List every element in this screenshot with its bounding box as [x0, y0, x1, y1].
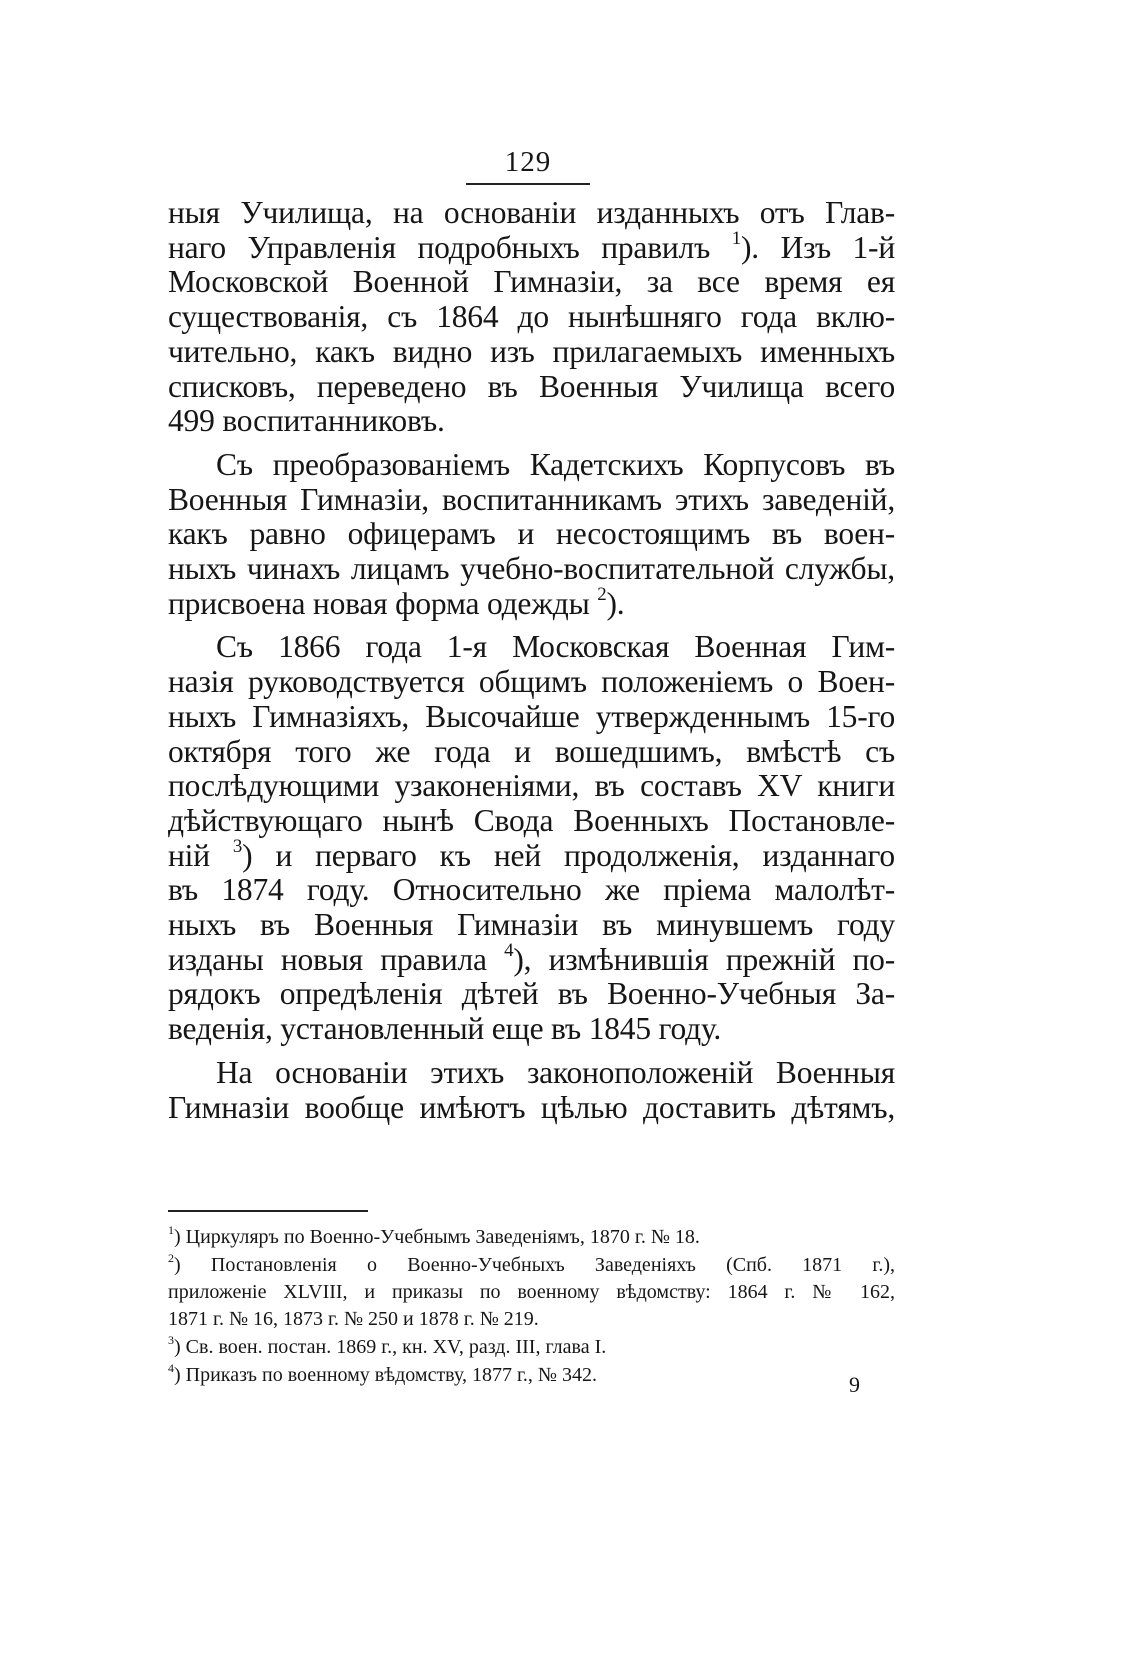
footnote-text: ) Постановленiя о Военно-Учебныхъ Заведенiяхъ (Спб. 1871 г.),: [174, 1254, 895, 1276]
footnote-2: [168, 1252, 895, 1333]
page-number: 129: [504, 146, 552, 178]
signature-mark: 9: [849, 1372, 860, 1397]
text-span: присвоена новая форма одежды: [168, 586, 598, 621]
text-line: [168, 231, 895, 266]
footnote-line: [168, 1224, 895, 1251]
text-span: изданы новыя правила: [168, 942, 505, 977]
footnote-separator: [168, 1210, 368, 1212]
footnote-line: [168, 1334, 895, 1361]
text-line: [168, 587, 895, 622]
footnote-3: [168, 1334, 895, 1361]
footnote-text: ) Циркуляръ по Военно-Учебнымъ Заведенiямъ, 1870 г. № 18.: [174, 1226, 700, 1248]
footnote-line: [168, 1362, 895, 1389]
footnote-4: [168, 1362, 895, 1389]
text-line: какъ равно офицерамъ и несостоящимъ въ воен-: [168, 517, 895, 552]
footnote-line: приложенiе XLVIII, и приказы по военному вѣдомству: 1864 г. № 162,: [168, 1281, 895, 1303]
paragraph-3: [168, 630, 895, 1046]
text-line: чительно, какъ видно изъ прилагаемыхъ именныхъ: [168, 334, 895, 369]
footnote-ref-1: 1: [731, 230, 741, 249]
footnote-ref-2: 2: [597, 586, 607, 605]
text-line: рядокъ опредѣленiя дѣтей въ Военно-Учебныя За-: [168, 977, 895, 1012]
footnote-mark: 2: [168, 1252, 174, 1265]
text-line: [168, 943, 895, 978]
footnote-line: [168, 1252, 895, 1279]
text-line: списковъ, переведено въ Военныя Училища всего: [168, 369, 895, 404]
text-line: дѣйствующаго нынѣ Свода Военныхъ Постановле-: [168, 803, 895, 838]
text-line: Московской Военной Гимназiи, за все время ея: [168, 265, 895, 300]
paragraph-1: [168, 196, 895, 439]
footnote-mark: 1: [168, 1224, 174, 1237]
footnotes: [168, 1224, 895, 1390]
footnote-line: 1871 г. № 16, 1873 г. № 250 и 1878 г. № 219.: [168, 1308, 539, 1330]
text-span: ) и перваго къ ней продолженiя, изданнаго: [242, 838, 895, 873]
text-line: назiя руководствуется общимъ положенiемъ о Воен-: [168, 665, 895, 700]
text-line: [168, 839, 895, 874]
text-line: Съ преобразованiемъ Кадетскихъ Корпусовъ въ: [216, 447, 895, 482]
body-text: [168, 196, 895, 1125]
text-line: Гимназiи вообще имѣютъ цѣлью доставить дѣтямъ,: [168, 1090, 895, 1125]
footnote-ref-3: 3: [232, 838, 243, 857]
text-span: нiй: [168, 838, 233, 873]
footnote-mark: 4: [168, 1362, 174, 1375]
paragraph-4: [168, 1056, 895, 1125]
text-line: На основанiи этихъ законоположенiй Военныя: [216, 1055, 895, 1090]
page-number-rule: [466, 183, 590, 185]
text-line: Военныя Гимназiи, воспитанникамъ этихъ заведенiй,: [168, 482, 895, 517]
footnote-mark: 3: [168, 1334, 174, 1347]
text-line: въ 1874 году. Относительно же прiема малолѣт-: [168, 873, 895, 908]
text-span: ). Изъ 1-й: [741, 230, 895, 265]
footnote-text: ) Приказъ по военному вѣдомству, 1877 г., № 342.: [174, 1364, 597, 1386]
text-line: Съ 1866 года 1-я Московская Военная Гим-: [216, 630, 895, 665]
text-span: ).: [606, 586, 625, 621]
text-line: ныхъ чинахъ лицамъ учебно-воспитательной службы,: [168, 552, 895, 587]
text-line: веденiя, установленный еще въ 1845 году.: [168, 1012, 722, 1047]
text-line: существованiя, съ 1864 до нынѣшняго года вклю-: [168, 300, 895, 335]
text-line: ныхъ Гимназiяхъ, Высочайше утвержденнымъ 15-го: [168, 699, 895, 734]
footnote-1: [168, 1224, 895, 1251]
footnote-text: ) Св. воен. постан. 1869 г., кн. XV, разд. III, глава I.: [174, 1336, 607, 1358]
paragraph-2: [168, 448, 895, 622]
footnote-ref-4: 4: [504, 942, 514, 961]
text-line: 499 воспитанниковъ.: [168, 404, 445, 439]
text-line: ныя Училища, на основанiи изданныхъ отъ Глав-: [168, 196, 895, 230]
text-line: ныхъ въ Военныя Гимназiи въ минувшемъ году: [168, 908, 895, 943]
text-span: наго Управленiя подробныхъ правилъ: [168, 230, 732, 265]
text-line: октября того же года и вошедшимъ, вмѣстѣ съ: [168, 734, 895, 769]
text-line: послѣдующими узаконенiями, въ составъ XV книги: [168, 769, 895, 804]
text-span: ), измѣнившiя прежнiй по-: [513, 942, 895, 977]
